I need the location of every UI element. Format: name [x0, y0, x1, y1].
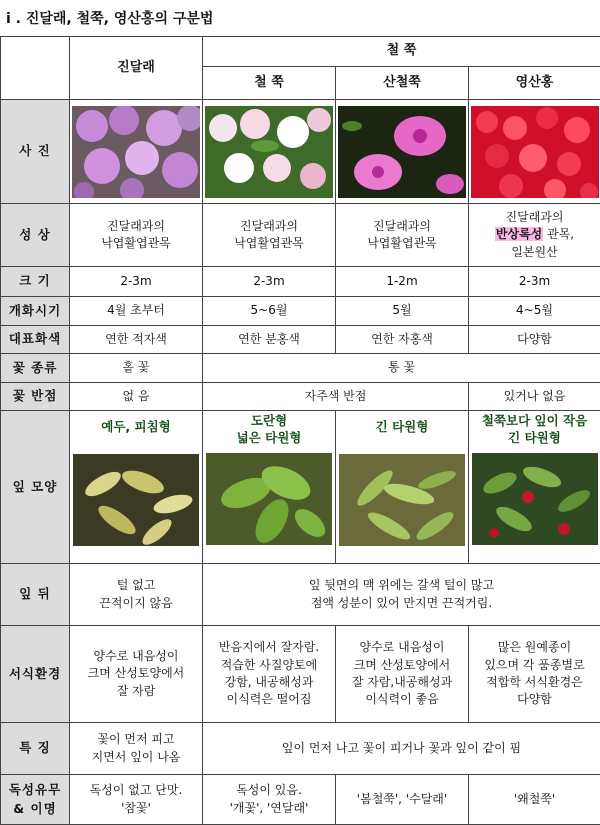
azalea-leaf-photo-icon — [73, 454, 199, 546]
color-yeongsanhong: 다양함 — [469, 326, 600, 354]
row-label-color: 대표화색 — [1, 326, 70, 354]
row-label-size: 크 기 — [1, 267, 70, 297]
leaf-shape-label: 예두, 피침형 — [101, 419, 171, 434]
comparison-table — [0, 36, 600, 825]
header-yeongsanhong: 영산홍 — [469, 67, 600, 100]
toxicity-jindallae: 독성이 없고 단맛. '참꽃' — [70, 775, 203, 825]
satsuki-azalea-photo-icon — [471, 106, 599, 198]
color-sancheoljuk: 연한 자홍색 — [336, 326, 469, 354]
spots-jindallae: 없 음 — [70, 383, 203, 411]
spots-yeongsanhong: 있거나 없음 — [469, 383, 600, 411]
toxicity-yeongsanhong: '왜철쭉' — [469, 775, 600, 825]
habit-yeongsanhong: 진달래과의 반상록성 관목, 일본원산 — [469, 204, 600, 267]
toxicity-cheoljuk: 독성이 있음. '개꽃', '연달래' — [203, 775, 336, 825]
size-jindallae: 2-3m — [70, 267, 203, 297]
habit-cheoljuk: 진달래과의 낙엽활엽관목 — [203, 204, 336, 267]
row-label-spots: 꽃 반점 — [1, 383, 70, 411]
bloom-cheoljuk: 5~6월 — [203, 297, 336, 326]
header-sancheoljuk: 산철쭉 — [336, 67, 469, 100]
flowertype-jindallae: 홑 꽃 — [70, 354, 203, 383]
row-label-leaf: 잎 모양 — [1, 411, 70, 564]
bloom-jindallae: 4월 초부터 — [70, 297, 203, 326]
habit-sancheoljuk: 진달래과의 낙엽활엽관목 — [336, 204, 469, 267]
photo-cell-sancheoljuk — [336, 100, 469, 204]
color-jindallae: 연한 적자색 — [70, 326, 203, 354]
leaf-sancheoljuk — [336, 411, 469, 564]
habitat-jindallae: 양수로 내음성이 크며 산성토양에서 잘 자람 — [70, 626, 203, 723]
habit-jindallae: 진달래과의 낙엽활엽관목 — [70, 204, 203, 267]
royal-azalea-photo-icon — [205, 106, 333, 198]
row-label-photo: 사 진 — [1, 100, 70, 204]
leaf-jindallae — [70, 411, 203, 564]
leaf-yeongsanhong — [469, 411, 600, 564]
corner-cell — [1, 37, 70, 100]
bloom-sancheoljuk: 5월 — [336, 297, 469, 326]
leaf-shape-label: 긴 타원형 — [375, 419, 429, 434]
satsuki-azalea-leaf-photo-icon — [472, 453, 598, 545]
size-cheoljuk: 2-3m — [203, 267, 336, 297]
row-label-habitat: 서식환경 — [1, 626, 70, 723]
header-cheoljuk-group: 철 쭉 — [203, 37, 600, 67]
row-label-flower-type: 꽃 종류 — [1, 354, 70, 383]
habitat-cheoljuk: 반음지에서 잘자람. 적습한 사질양토에 강함, 내공해성과 이식력은 떨어짐 — [203, 626, 336, 723]
semi-evergreen-highlight: 반상록성 — [495, 227, 543, 242]
size-sancheoljuk: 1-2m — [336, 267, 469, 297]
row-label-toxicity: 독성유무 & 이명 — [1, 775, 70, 825]
feature-cheoljuk-group: 잎이 먼저 나고 꽃이 피거나 꽃과 잎이 같이 핌 — [203, 723, 600, 775]
header-cheoljuk: 철 쭉 — [203, 67, 336, 100]
row-label-leaf-back: 잎 뒤 — [1, 564, 70, 626]
row-label-habit: 성 상 — [1, 204, 70, 267]
back-cheoljuk-group: 잎 뒷면의 맥 위에는 갈색 털이 많고 점액 성분이 있어 만지면 끈적거림. — [203, 564, 600, 626]
row-label-feature: 특 징 — [1, 723, 70, 775]
azalea-photo-icon — [72, 106, 200, 198]
photo-cell-jindallae — [70, 100, 203, 204]
mountain-azalea-leaf-photo-icon — [339, 454, 465, 546]
photo-cell-cheoljuk — [203, 100, 336, 204]
leaf-shape-label: 도란형 넓은 타원형 — [236, 413, 302, 445]
royal-azalea-leaf-photo-icon — [206, 453, 332, 545]
row-label-bloom: 개화시기 — [1, 297, 70, 326]
bloom-yeongsanhong: 4~5월 — [469, 297, 600, 326]
spots-cheoljuk-sancheoljuk: 자주색 반점 — [203, 383, 469, 411]
header-jindallae: 진달래 — [70, 37, 203, 100]
leaf-shape-label: 철쭉보다 잎이 작음 긴 타원형 — [481, 413, 588, 445]
back-jindallae: 털 없고 끈적이지 않음 — [70, 564, 203, 626]
toxicity-sancheoljuk: '봄철쭉', '수달래' — [336, 775, 469, 825]
flowertype-cheoljuk-group: 통 꽃 — [203, 354, 600, 383]
page-title: i . 진달래, 철쭉, 영산홍의 구분법 — [6, 11, 214, 27]
leaf-cheoljuk — [203, 411, 336, 564]
size-yeongsanhong: 2-3m — [469, 267, 600, 297]
habitat-yeongsanhong: 많은 원예종이 있으며 각 품종별로 적합학 서식환경은 다양함 — [469, 626, 600, 723]
color-cheoljuk: 연한 분홍색 — [203, 326, 336, 354]
habitat-sancheoljuk: 양수로 내음성이 크며 산성토양에서 잘 자람,내공해성과 이식력이 좋음 — [336, 626, 469, 723]
mountain-azalea-photo-icon — [338, 106, 466, 198]
photo-cell-yeongsanhong — [469, 100, 600, 204]
feature-jindallae: 꽃이 먼저 피고 지면서 잎이 나옴 — [70, 723, 203, 775]
